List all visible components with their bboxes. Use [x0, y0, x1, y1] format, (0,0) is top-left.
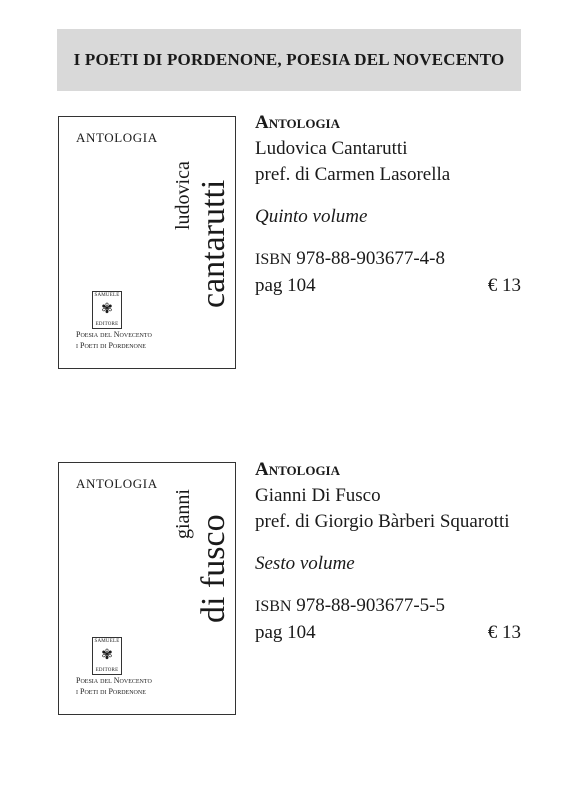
- cover-first-name: ludovica: [172, 161, 194, 230]
- isbn-number: 978-88-903677-4-8: [296, 248, 446, 269]
- book-isbn: [255, 246, 525, 273]
- book-pages-price: [255, 620, 521, 646]
- isbn-label: ISBN: [255, 598, 292, 615]
- logo-top-text: SAMUELE: [94, 293, 120, 298]
- isbn-label: ISBN: [255, 251, 292, 268]
- cover-last-name: di fusco: [195, 514, 232, 623]
- publisher-logo: [92, 637, 122, 675]
- cover-series: [76, 329, 152, 351]
- book-preface: pref. di Carmen Lasorella: [255, 164, 451, 185]
- publisher-logo: [92, 291, 122, 329]
- book-cover: [58, 116, 236, 369]
- book-author: Ludovica Cantarutti: [255, 138, 408, 159]
- cover-anthology-label: ANTOLOGIA: [76, 130, 158, 145]
- cover-series: [76, 675, 152, 697]
- cover-anthology-label: ANTOLOGIA: [76, 476, 158, 491]
- catalog-header: [57, 29, 521, 91]
- book-author: Gianni Di Fusco: [255, 485, 381, 506]
- book-isbn: [255, 593, 525, 620]
- bee-icon: ✾: [101, 302, 113, 317]
- book-pages: pag 104: [255, 275, 316, 296]
- book-volume: Sesto volume: [255, 553, 355, 574]
- cover-series-line1: Poesia del Novecento: [76, 330, 152, 339]
- book-pages: pag 104: [255, 622, 316, 643]
- cover-series-line2: i Poeti di Pordenone: [76, 341, 146, 350]
- book-price: € 13: [487, 622, 521, 643]
- logo-top-text: SAMUELE: [94, 639, 120, 644]
- bee-icon: ✾: [101, 648, 113, 663]
- book-title: Antologia: [255, 459, 340, 480]
- cover-series-line1: Poesia del Novecento: [76, 676, 152, 685]
- cover-series-line2: i Poeti di Pordenone: [76, 687, 146, 696]
- book-pages-price: [255, 273, 521, 299]
- book-title: Antologia: [255, 112, 340, 133]
- isbn-number: 978-88-903677-5-5: [296, 595, 446, 616]
- book-cover: [58, 462, 236, 715]
- cover-last-name: cantarutti: [195, 179, 232, 308]
- book-info: [255, 457, 525, 646]
- book-volume: Quinto volume: [255, 206, 368, 227]
- book-preface: pref. di Giorgio Bàrberi Squarotti: [255, 511, 510, 532]
- cover-first-name: gianni: [172, 489, 194, 539]
- logo-bottom-text: EDITORE: [95, 668, 119, 673]
- book-info: [255, 110, 525, 299]
- catalog-title: I POETI DI PORDENONE, POESIA DEL NOVECENTO: [73, 50, 505, 69]
- book-price: € 13: [487, 275, 521, 296]
- logo-bottom-text: EDITORE: [95, 322, 119, 327]
